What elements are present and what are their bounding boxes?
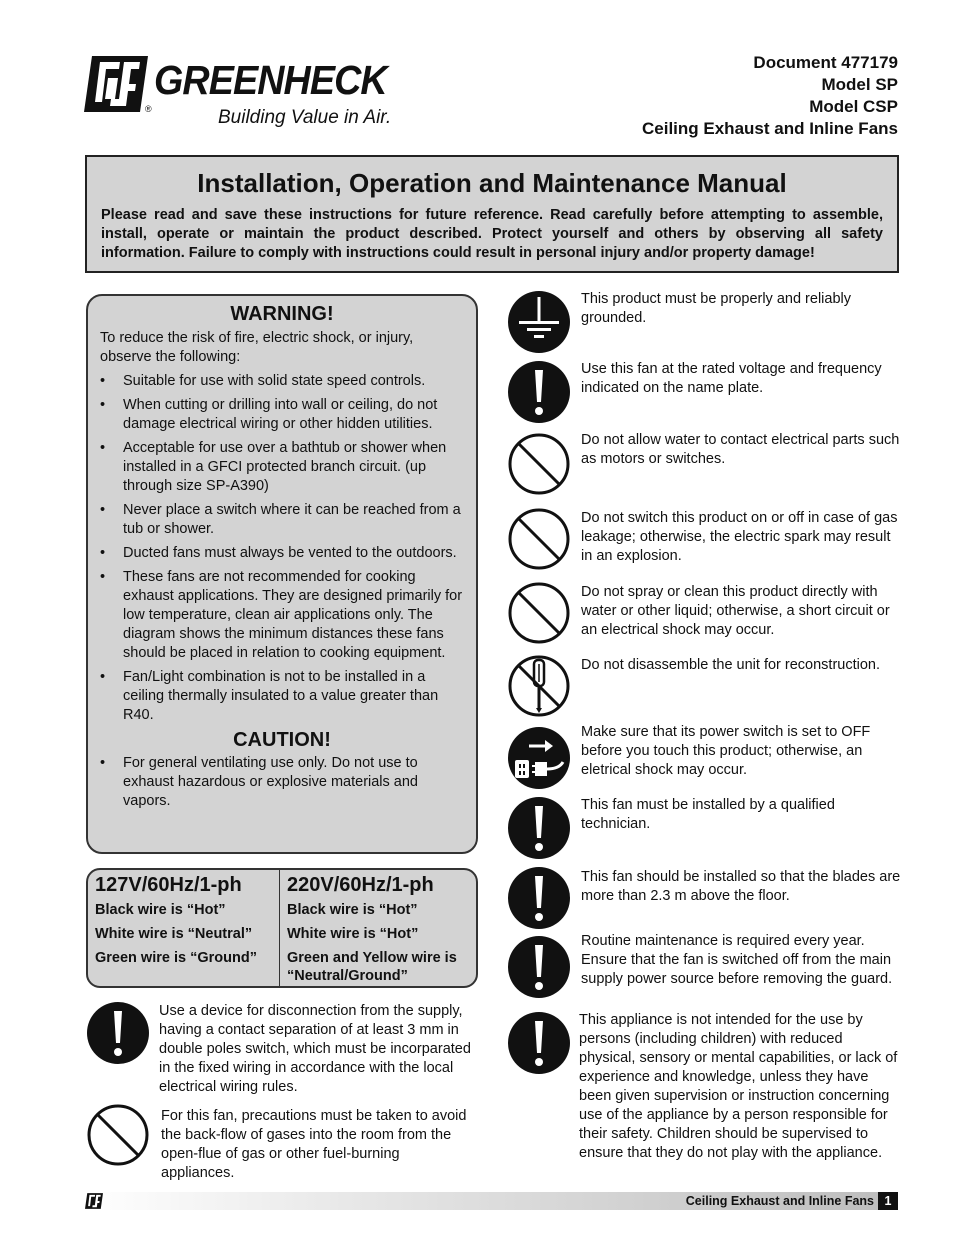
unplug-icon: [507, 726, 571, 790]
warning-box: [86, 294, 478, 854]
qualified-technician-notice: This fan must be installed by a qualified technician.: [581, 797, 835, 832]
exclamation-icon: [507, 796, 571, 860]
wire-row: Green and Yellow wire is “Neutral/Ground”: [287, 950, 457, 984]
warning-item: • Acceptable for use over a bathtub or shower when installed in a GFCI protected branch circuit. (up through size SP-A390): [100, 439, 466, 496]
rated-voltage-notice: Use this fan at the rated voltage and frequency indicated on the name plate.: [581, 361, 882, 396]
exclamation-icon: [507, 1011, 571, 1075]
caution-list: [88, 754, 476, 811]
prohibition-icon: [86, 1103, 150, 1167]
exclamation-icon: [507, 935, 571, 999]
grounding-notice: This product must be properly and reliably grounded.: [581, 291, 851, 326]
appliance-use-notice: This appliance is not intended for the use by persons (including children) with reduced physical, sensory or mental capabilities, or lack of experience and knowledge, unless they have been given supervision or instruction concerning use of the appliance by a person responsible for their safety. Children should be supervised to ensure that they do not play with the appliance.: [579, 1012, 898, 1161]
page-title: Installation, Operation and Maintenance Manual: [197, 168, 787, 198]
warning-list: [88, 372, 476, 725]
blade-height-notice: This fan should be installed so that the blades are more than 2.3 m above the floor.: [581, 869, 901, 904]
product-line: Ceiling Exhaust and Inline Fans: [642, 119, 898, 138]
warning-intro: To reduce the risk of fire, electric shock, or injury, observe the following:: [100, 330, 414, 365]
registered-mark: ®: [145, 104, 152, 114]
warning-item: • These fans are not recommended for cooking exhaust applications. They are designed primarily for low temperature, clean air applications only. The diagram shows the minimum distances these fans should be placed in relation to cooking equipment.: [100, 568, 466, 663]
power-switch-notice: Make sure that its power switch is set to OFF before you touch this product; otherwise, an eletrical shock may occur.: [581, 724, 871, 778]
wire-row: Green wire is “Ground”: [95, 950, 257, 966]
document-number: Document 477179: [753, 53, 898, 72]
model-sp: Model SP: [821, 75, 898, 94]
greenheck-logo: [84, 56, 394, 132]
warning-item: • Suitable for use with solid state speed controls.: [100, 372, 466, 391]
voltage-column-127v: [88, 870, 280, 986]
title-notice: Please read and save these instructions for future reference. Read carefully before attempting to assemble, install, operate or maintain the product described. Protect yourself and others by observing all safety information. Failure to comply with instructions could result in personal injury and/or property damage!: [101, 207, 883, 261]
prohibition-icon: [507, 581, 571, 645]
warning-item: • Fan/Light combination is not to be installed in a ceiling thermally insulated to a value greater than R40.: [100, 668, 466, 725]
page-number: 1: [878, 1192, 898, 1210]
brand-tagline: Building Value in Air.: [218, 107, 392, 128]
caution-item: • For general ventilating use only. Do not use to exhaust hazardous or explosive materials and vapors.: [100, 754, 466, 811]
voltage-heading: 220V/60Hz/1-ph: [287, 874, 434, 896]
exclamation-icon: [86, 1001, 150, 1065]
wire-row: White wire is “Neutral”: [95, 926, 253, 942]
model-csp: Model CSP: [809, 97, 898, 116]
warning-item: • When cutting or drilling into wall or ceiling, do not damage electrical wiring or other hidden utilities.: [100, 396, 466, 434]
voltage-column-220v: [280, 870, 476, 986]
brand-wordmark: GREENHECK: [154, 57, 387, 103]
prohibition-icon: [507, 507, 571, 571]
voltage-heading: 127V/60Hz/1-ph: [95, 874, 242, 896]
prohibition-icon: [507, 432, 571, 496]
voltage-wiring-table: [86, 868, 478, 988]
no-disassemble-icon: [507, 654, 571, 718]
greenheck-logo-mark-icon: [84, 56, 148, 112]
warning-heading: WARNING!: [230, 303, 334, 325]
greenheck-footer-logo-icon: [85, 1193, 103, 1209]
gas-leak-notice: Do not switch this product on or off in case of gas leakage; otherwise, the electric spark may result in an explosion.: [581, 510, 898, 564]
disconnect-device-notice: Use a device for disconnection from the supply, having a contact separation of at least 3 mm in double poles switch, which must be incorparated in the fixed wiring in accordance with the local electrical wiring rules.: [159, 1003, 471, 1095]
ground-icon: [507, 290, 571, 354]
warning-item: • Ducted fans must always be vented to the outdoors.: [100, 544, 466, 563]
wire-row: White wire is “Hot”: [287, 926, 419, 942]
warning-item: • Never place a switch where it can be reached from a tub or shower.: [100, 501, 466, 539]
document-info: [642, 52, 898, 140]
backflow-notice: For this fan, precautions must be taken to avoid the back-flow of gases into the room from the open-flue of gas or other fuel-burning appliances.: [161, 1108, 467, 1181]
manual-title-box: [85, 155, 899, 273]
spray-clean-notice: Do not spray or clean this product directly with water or other liquid; otherwise, a short circuit or an electrical shock may occur.: [581, 584, 890, 638]
disassemble-notice: Do not disassemble the unit for reconstruction.: [581, 657, 881, 673]
wire-row: Black wire is “Hot”: [287, 902, 418, 918]
wire-row: Black wire is “Hot”: [95, 902, 226, 918]
caution-heading: CAUTION!: [233, 729, 331, 751]
routine-maintenance-notice: Routine maintenance is required every year. Ensure that the fan is switched off from the main supply power source before removing the guard.: [581, 933, 893, 987]
exclamation-icon: [507, 360, 571, 424]
footer-title: Ceiling Exhaust and Inline Fans: [685, 1194, 874, 1208]
water-contact-notice: Do not allow water to contact electrical parts such as motors or switches.: [581, 432, 900, 467]
exclamation-icon: [507, 866, 571, 930]
